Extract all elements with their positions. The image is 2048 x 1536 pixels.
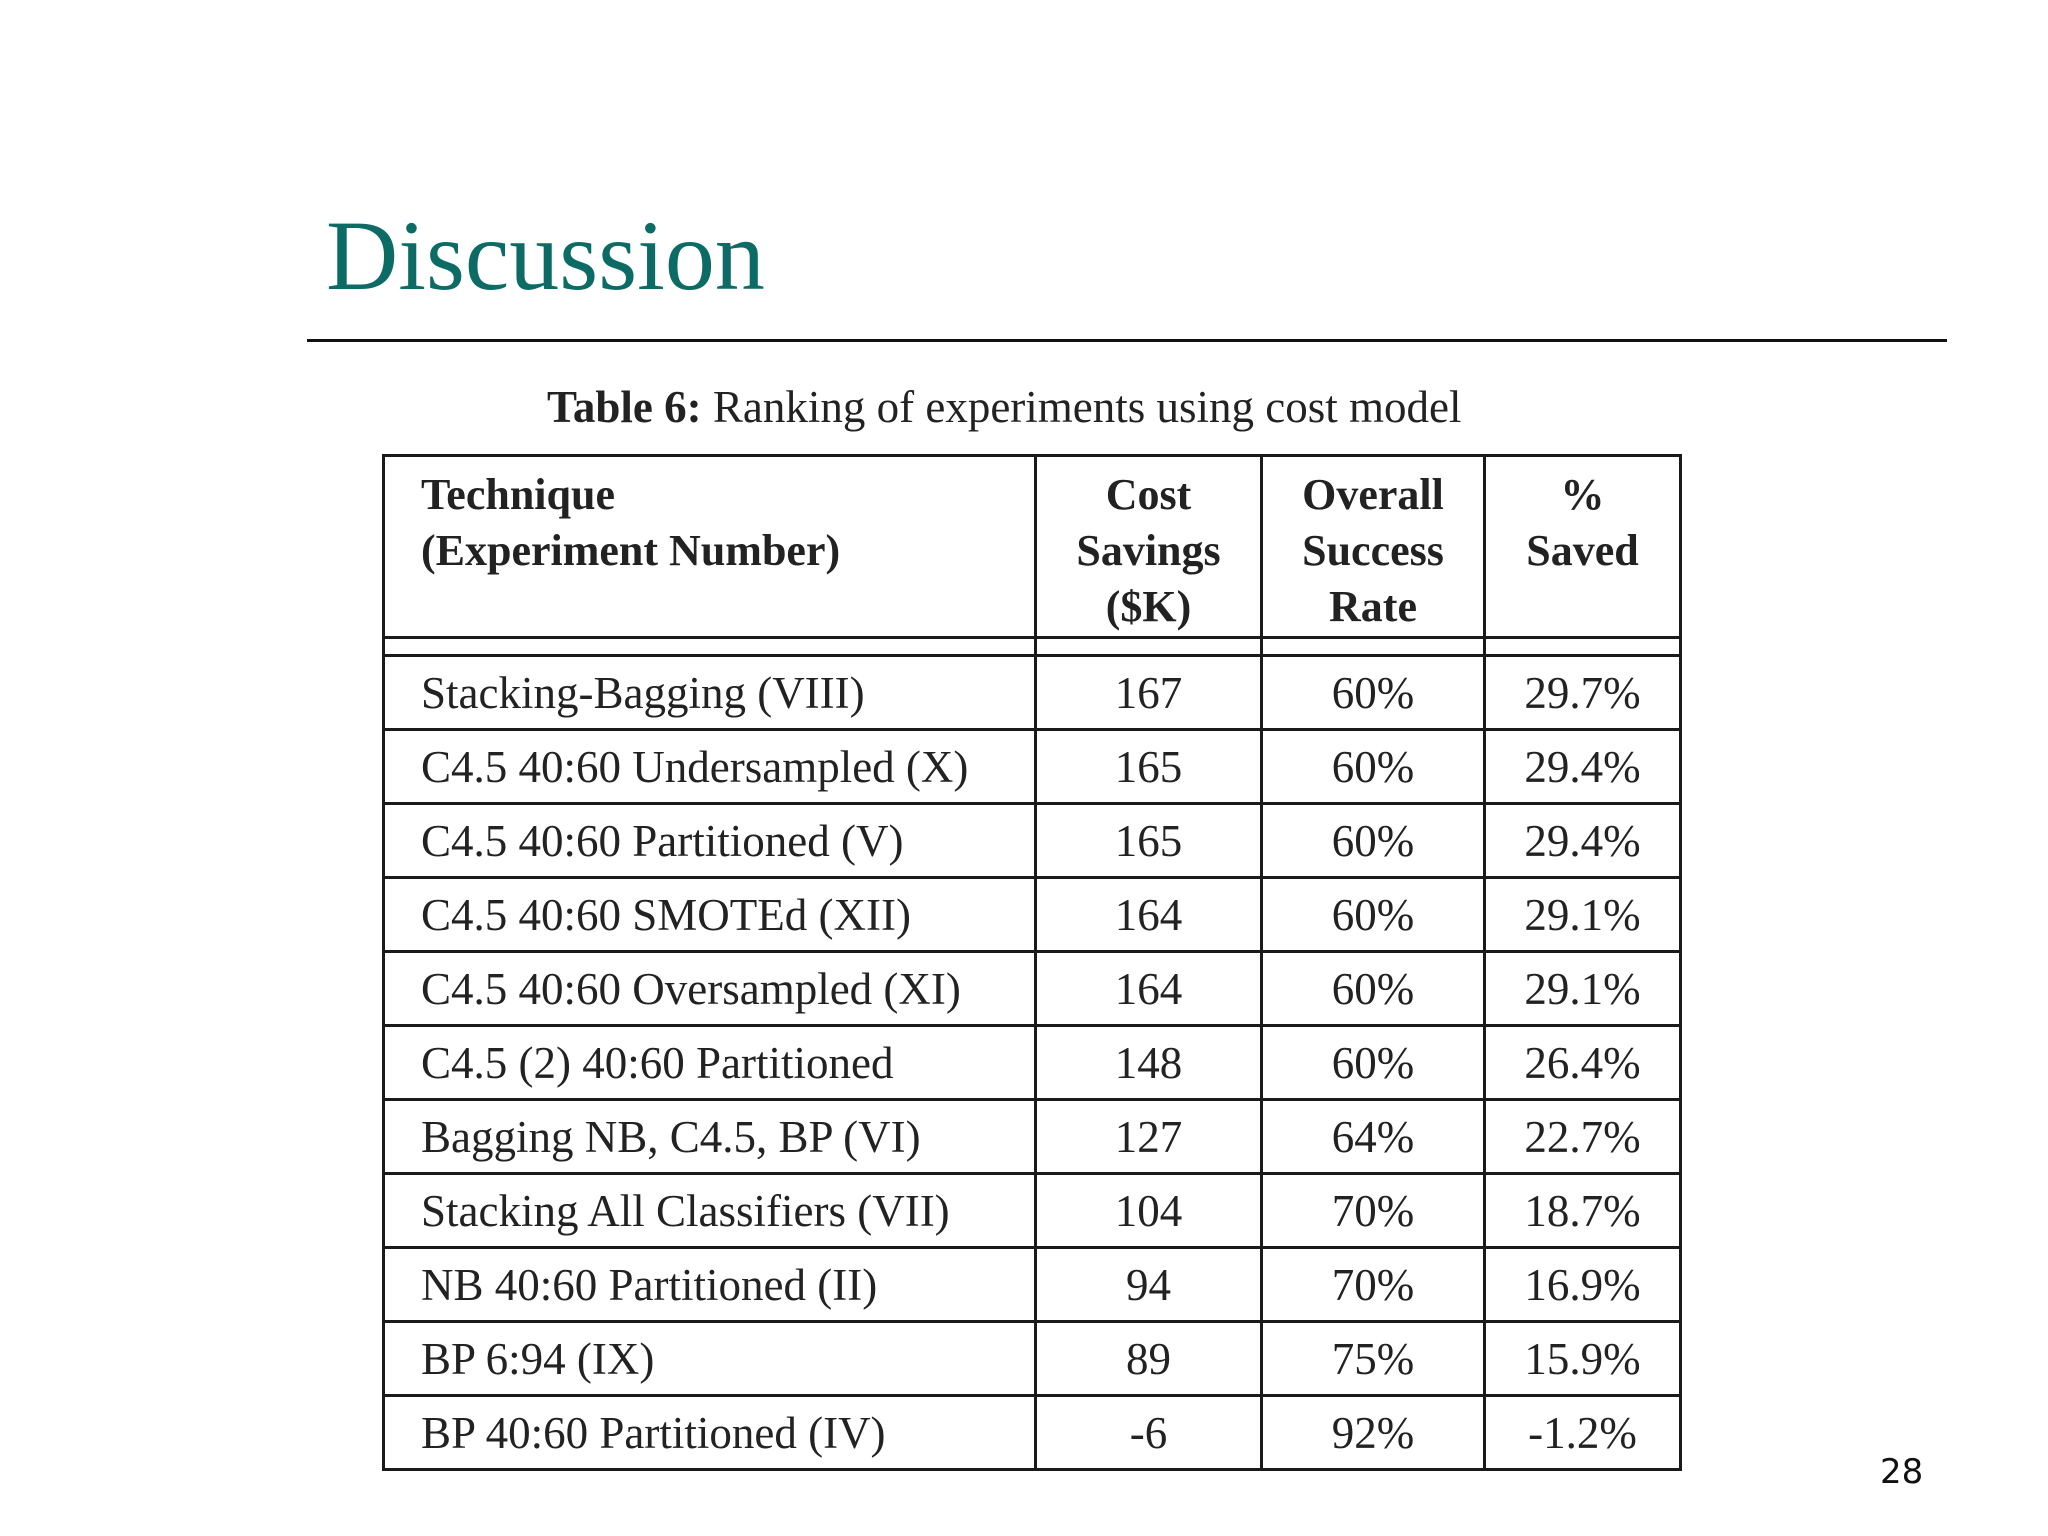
cell-cost-savings: 164 [1036, 878, 1262, 952]
table-caption-text: Ranking of experiments using cost model [701, 382, 1462, 432]
cell-success-rate: 60% [1262, 656, 1485, 730]
cell-success-rate: 60% [1262, 804, 1485, 878]
separator-cell [1485, 638, 1681, 656]
cell-percent-saved: 29.4% [1485, 804, 1681, 878]
header-saved-line: % [1560, 470, 1605, 519]
header-cost-line: ($K) [1105, 582, 1192, 631]
cell-percent-saved: 26.4% [1485, 1026, 1681, 1100]
separator-cell [1262, 638, 1485, 656]
header-technique-line: (Experiment Number) [421, 526, 841, 575]
cell-cost-savings: 148 [1036, 1026, 1262, 1100]
cell-percent-saved: 29.7% [1485, 656, 1681, 730]
cell-technique: Stacking-Bagging (VIII) [384, 656, 1036, 730]
header-percent-saved [1485, 456, 1681, 638]
table-header-row [384, 456, 1681, 638]
header-success-line: Success [1302, 526, 1444, 575]
title-divider [307, 339, 1947, 342]
cell-percent-saved: 15.9% [1485, 1322, 1681, 1396]
cell-percent-saved: -1.2% [1485, 1396, 1681, 1470]
cell-technique: C4.5 (2) 40:60 Partitioned [384, 1026, 1036, 1100]
header-technique-line: Technique [421, 470, 616, 519]
cell-success-rate: 60% [1262, 730, 1485, 804]
cell-technique: C4.5 40:60 SMOTEd (XII) [384, 878, 1036, 952]
cell-success-rate: 60% [1262, 1026, 1485, 1100]
header-cost-line: Savings [1076, 526, 1221, 575]
slide-title: Discussion [326, 200, 765, 311]
table-caption-label: Table 6: [547, 382, 702, 432]
cell-cost-savings: -6 [1036, 1396, 1262, 1470]
table-row [384, 1322, 1681, 1396]
cell-cost-savings: 165 [1036, 804, 1262, 878]
cell-percent-saved: 29.1% [1485, 878, 1681, 952]
ranking-table [382, 454, 1682, 1471]
cell-cost-savings: 164 [1036, 952, 1262, 1026]
table-row [384, 1100, 1681, 1174]
table-row [384, 952, 1681, 1026]
cell-cost-savings: 165 [1036, 730, 1262, 804]
cell-success-rate: 92% [1262, 1396, 1485, 1470]
cell-percent-saved: 22.7% [1485, 1100, 1681, 1174]
cell-technique: C4.5 40:60 Oversampled (XI) [384, 952, 1036, 1026]
table-row [384, 1174, 1681, 1248]
cell-technique: Stacking All Classifiers (VII) [384, 1174, 1036, 1248]
table-caption [547, 378, 1462, 436]
cell-cost-savings: 127 [1036, 1100, 1262, 1174]
header-success-line: Rate [1329, 582, 1417, 631]
cell-success-rate: 64% [1262, 1100, 1485, 1174]
page-number: 28 [1880, 1452, 1924, 1492]
cell-technique: C4.5 40:60 Undersampled (X) [384, 730, 1036, 804]
cell-percent-saved: 16.9% [1485, 1248, 1681, 1322]
table-row [384, 1026, 1681, 1100]
header-technique [384, 456, 1036, 638]
cell-success-rate: 60% [1262, 952, 1485, 1026]
table-row [384, 730, 1681, 804]
cell-cost-savings: 167 [1036, 656, 1262, 730]
cell-success-rate: 70% [1262, 1248, 1485, 1322]
table-row [384, 1396, 1681, 1470]
header-cost-savings [1036, 456, 1262, 638]
header-separator-row [384, 638, 1681, 656]
cell-technique: C4.5 40:60 Partitioned (V) [384, 804, 1036, 878]
separator-cell [1036, 638, 1262, 656]
cell-percent-saved: 29.4% [1485, 730, 1681, 804]
cell-technique: BP 40:60 Partitioned (IV) [384, 1396, 1036, 1470]
cell-technique: BP 6:94 (IX) [384, 1322, 1036, 1396]
cell-cost-savings: 89 [1036, 1322, 1262, 1396]
header-saved-line: Saved [1526, 526, 1639, 575]
separator-cell [384, 638, 1036, 656]
cell-cost-savings: 94 [1036, 1248, 1262, 1322]
cell-percent-saved: 18.7% [1485, 1174, 1681, 1248]
cell-percent-saved: 29.1% [1485, 952, 1681, 1026]
table-row [384, 656, 1681, 730]
table-row [384, 804, 1681, 878]
cell-technique: Bagging NB, C4.5, BP (VI) [384, 1100, 1036, 1174]
cell-technique: NB 40:60 Partitioned (II) [384, 1248, 1036, 1322]
cell-success-rate: 75% [1262, 1322, 1485, 1396]
cell-cost-savings: 104 [1036, 1174, 1262, 1248]
header-success-line: Overall [1302, 470, 1444, 519]
cell-success-rate: 60% [1262, 878, 1485, 952]
table-row [384, 1248, 1681, 1322]
header-success-rate [1262, 456, 1485, 638]
header-cost-line: Cost [1105, 470, 1192, 519]
cell-success-rate: 70% [1262, 1174, 1485, 1248]
table-row [384, 878, 1681, 952]
